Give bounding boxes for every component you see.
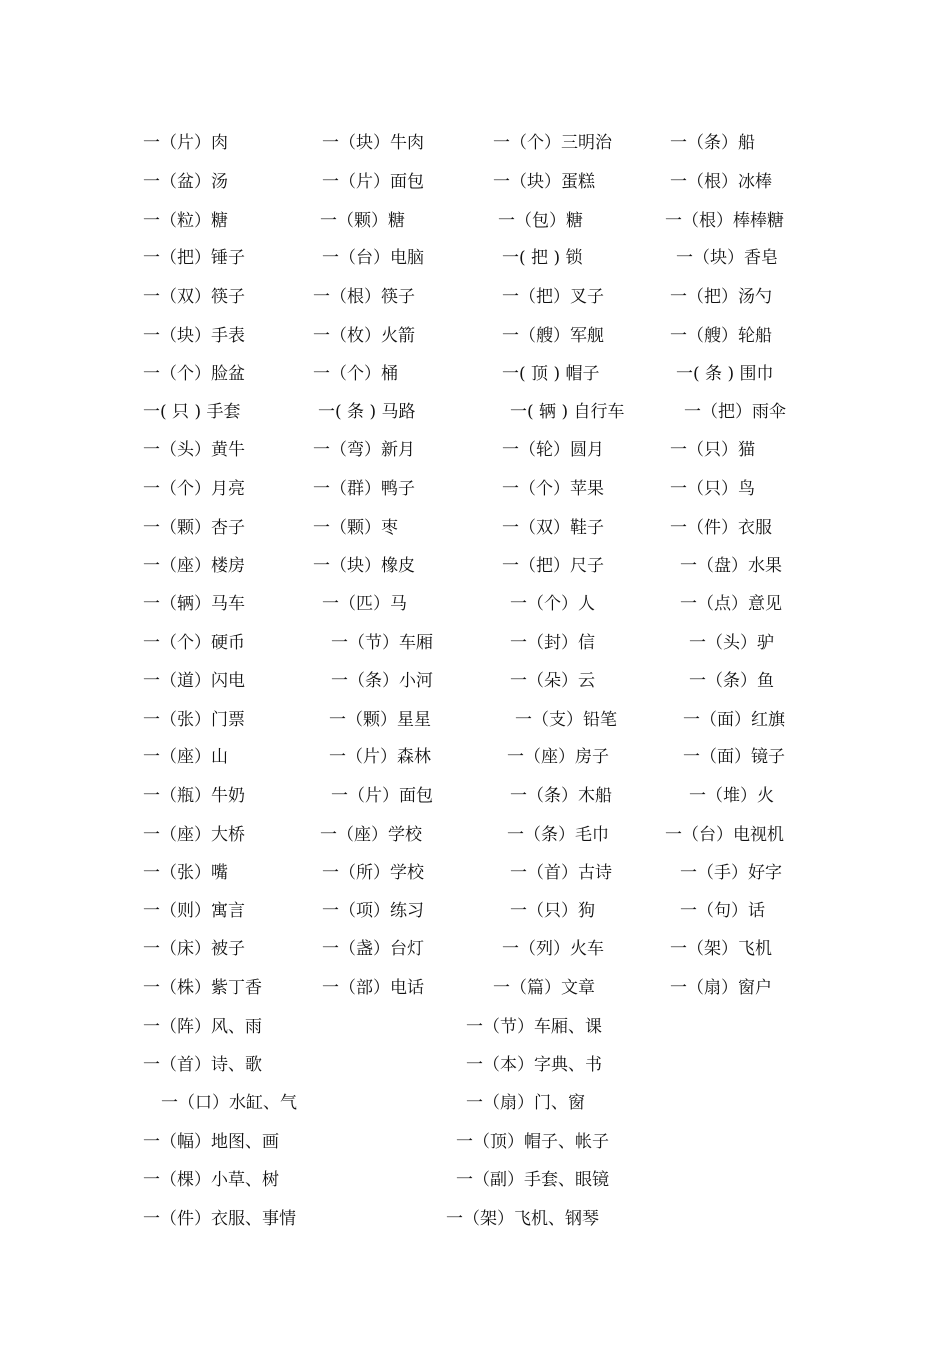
measure-word-item: 一（手）好字 bbox=[680, 863, 782, 883]
measure-word-item: 一（面）镜子 bbox=[683, 747, 785, 767]
measure-word-item: 一（座）楼房 bbox=[143, 556, 245, 576]
measure-word-item: 一（台）电视机 bbox=[665, 825, 784, 845]
measure-word-item: 一( 条 ) 围巾 bbox=[676, 364, 774, 384]
measure-word-item: 一（艘）军舰 bbox=[502, 326, 604, 346]
measure-word-item: 一（个）脸盆 bbox=[143, 364, 245, 384]
multi-noun-item: 一（幅）地图、画 bbox=[143, 1132, 279, 1152]
measure-word-item: 一（座）山 bbox=[143, 747, 228, 767]
measure-word-item: 一（只）猫 bbox=[670, 440, 755, 460]
measure-word-item: 一（轮）圆月 bbox=[502, 440, 604, 460]
multi-noun-item: 一（节）车厢、课 bbox=[466, 1017, 602, 1037]
measure-word-item: 一（道）闪电 bbox=[143, 671, 245, 691]
measure-word-item: 一（堆）火 bbox=[689, 786, 774, 806]
measure-word-item: 一（封）信 bbox=[510, 633, 595, 653]
measure-word-item: 一（根）棒棒糖 bbox=[665, 211, 784, 231]
measure-word-item: 一( 只 ) 手套 bbox=[143, 402, 241, 422]
measure-word-item: 一（盆）汤 bbox=[143, 172, 228, 192]
measure-word-item: 一（只）鸟 bbox=[670, 479, 755, 499]
measure-word-item: 一（块）香皂 bbox=[676, 248, 778, 268]
measure-word-item: 一( 条 ) 马路 bbox=[318, 402, 416, 422]
measure-word-item: 一（粒）糖 bbox=[143, 211, 228, 231]
measure-word-item: 一（枚）火箭 bbox=[313, 326, 415, 346]
measure-word-item: 一（块）橡皮 bbox=[313, 556, 415, 576]
measure-word-item: 一（头）黄牛 bbox=[143, 440, 245, 460]
measure-word-item: 一（首）古诗 bbox=[510, 863, 612, 883]
measure-word-item: 一（条）毛巾 bbox=[507, 825, 609, 845]
multi-noun-item: 一（本）字典、书 bbox=[466, 1055, 602, 1075]
measure-word-item: 一（个）苹果 bbox=[502, 479, 604, 499]
measure-word-item: 一（把）叉子 bbox=[502, 287, 604, 307]
multi-noun-item: 一（扇）门、窗 bbox=[466, 1093, 585, 1113]
measure-word-item: 一（颗）星星 bbox=[329, 710, 431, 730]
measure-word-item: 一（个）三明治 bbox=[493, 133, 612, 153]
measure-word-item: 一（部）电话 bbox=[322, 978, 424, 998]
multi-noun-item: 一（顶）帽子、帐子 bbox=[456, 1132, 609, 1152]
multi-noun-item: 一（棵）小草、树 bbox=[143, 1170, 279, 1190]
measure-word-item: 一（件）衣服 bbox=[670, 518, 772, 538]
measure-word-item: 一（颗）糖 bbox=[320, 211, 405, 231]
measure-word-item: 一（弯）新月 bbox=[313, 440, 415, 460]
measure-word-item: 一( 顶 ) 帽子 bbox=[502, 364, 600, 384]
measure-word-item: 一（株）紫丁香 bbox=[143, 978, 262, 998]
measure-word-item: 一（朵）云 bbox=[510, 671, 595, 691]
measure-word-item: 一（点）意见 bbox=[680, 594, 782, 614]
measure-word-item: 一（把）汤勺 bbox=[670, 287, 772, 307]
measure-word-item: 一（面）红旗 bbox=[683, 710, 785, 730]
multi-noun-item: 一（首）诗、歌 bbox=[143, 1055, 262, 1075]
measure-word-item: 一（张）嘴 bbox=[143, 863, 228, 883]
measure-word-item: 一（只）狗 bbox=[510, 901, 595, 921]
multi-noun-item: 一（副）手套、眼镜 bbox=[456, 1170, 609, 1190]
measure-word-item: 一（篇）文章 bbox=[493, 978, 595, 998]
measure-word-item: 一（盘）水果 bbox=[680, 556, 782, 576]
multi-noun-item: 一（阵）风、雨 bbox=[143, 1017, 262, 1037]
multi-noun-item: 一（件）衣服、事情 bbox=[143, 1209, 296, 1229]
measure-word-item: 一（个）桶 bbox=[313, 364, 398, 384]
measure-word-item: 一（片）肉 bbox=[143, 133, 228, 153]
measure-word-item: 一（个）月亮 bbox=[143, 479, 245, 499]
measure-word-item: 一（座）学校 bbox=[320, 825, 422, 845]
measure-word-item: 一（双）鞋子 bbox=[502, 518, 604, 538]
measure-word-item: 一（片）面包 bbox=[322, 172, 424, 192]
measure-word-item: 一（张）门票 bbox=[143, 710, 245, 730]
measure-word-item: 一（座）房子 bbox=[507, 747, 609, 767]
measure-word-item: 一( 辆 ) 自行车 bbox=[510, 402, 625, 422]
measure-word-item: 一（块）牛肉 bbox=[322, 133, 424, 153]
measure-word-item: 一（块）手表 bbox=[143, 326, 245, 346]
measure-word-item: 一（辆）马车 bbox=[143, 594, 245, 614]
measure-word-item: 一（所）学校 bbox=[322, 863, 424, 883]
measure-word-item: 一（瓶）牛奶 bbox=[143, 786, 245, 806]
measure-word-item: 一（支）铅笔 bbox=[515, 710, 617, 730]
measure-word-item: 一（双）筷子 bbox=[143, 287, 245, 307]
measure-word-item: 一（条）小河 bbox=[331, 671, 433, 691]
measure-word-item: 一（颗）杏子 bbox=[143, 518, 245, 538]
measure-word-item: 一（个）人 bbox=[510, 594, 595, 614]
measure-word-item: 一（句）话 bbox=[680, 901, 765, 921]
measure-word-item: 一（条）木船 bbox=[510, 786, 612, 806]
measure-word-item: 一（条）鱼 bbox=[689, 671, 774, 691]
measure-word-item: 一（根）筷子 bbox=[313, 287, 415, 307]
measure-word-item: 一（把）雨伞 bbox=[684, 402, 786, 422]
measure-word-item: 一（床）被子 bbox=[143, 939, 245, 959]
measure-word-item: 一（节）车厢 bbox=[331, 633, 433, 653]
measure-word-item: 一（台）电脑 bbox=[322, 248, 424, 268]
measure-word-item: 一（头）驴 bbox=[689, 633, 774, 653]
multi-noun-item: 一（口）水缸、气 bbox=[161, 1093, 297, 1113]
measure-word-item: 一（条）船 bbox=[670, 133, 755, 153]
measure-word-item: 一（片）面包 bbox=[331, 786, 433, 806]
measure-word-item: 一（扇）窗户 bbox=[670, 978, 772, 998]
measure-word-item: 一（群）鸭子 bbox=[313, 479, 415, 499]
measure-word-item: 一（盏）台灯 bbox=[322, 939, 424, 959]
measure-word-item: 一（块）蛋糕 bbox=[493, 172, 595, 192]
measure-word-item: 一（座）大桥 bbox=[143, 825, 245, 845]
measure-word-item: 一（艘）轮船 bbox=[670, 326, 772, 346]
measure-word-item: 一（架）飞机 bbox=[670, 939, 772, 959]
measure-word-item: 一（包）糖 bbox=[498, 211, 583, 231]
measure-word-item: 一（项）练习 bbox=[322, 901, 424, 921]
measure-word-item: 一（匹）马 bbox=[322, 594, 407, 614]
measure-word-item: 一（列）火车 bbox=[502, 939, 604, 959]
measure-word-item: 一（根）冰棒 bbox=[670, 172, 772, 192]
measure-word-item: 一（颗）枣 bbox=[313, 518, 398, 538]
measure-word-item: 一（个）硬币 bbox=[143, 633, 245, 653]
measure-word-item: 一（把）锤子 bbox=[143, 248, 245, 268]
measure-word-item: 一( 把 ) 锁 bbox=[502, 248, 583, 268]
multi-noun-item: 一（架）飞机、钢琴 bbox=[446, 1209, 599, 1229]
measure-word-item: 一（把）尺子 bbox=[502, 556, 604, 576]
measure-word-item: 一（片）森林 bbox=[329, 747, 431, 767]
measure-word-item: 一（则）寓言 bbox=[143, 901, 245, 921]
